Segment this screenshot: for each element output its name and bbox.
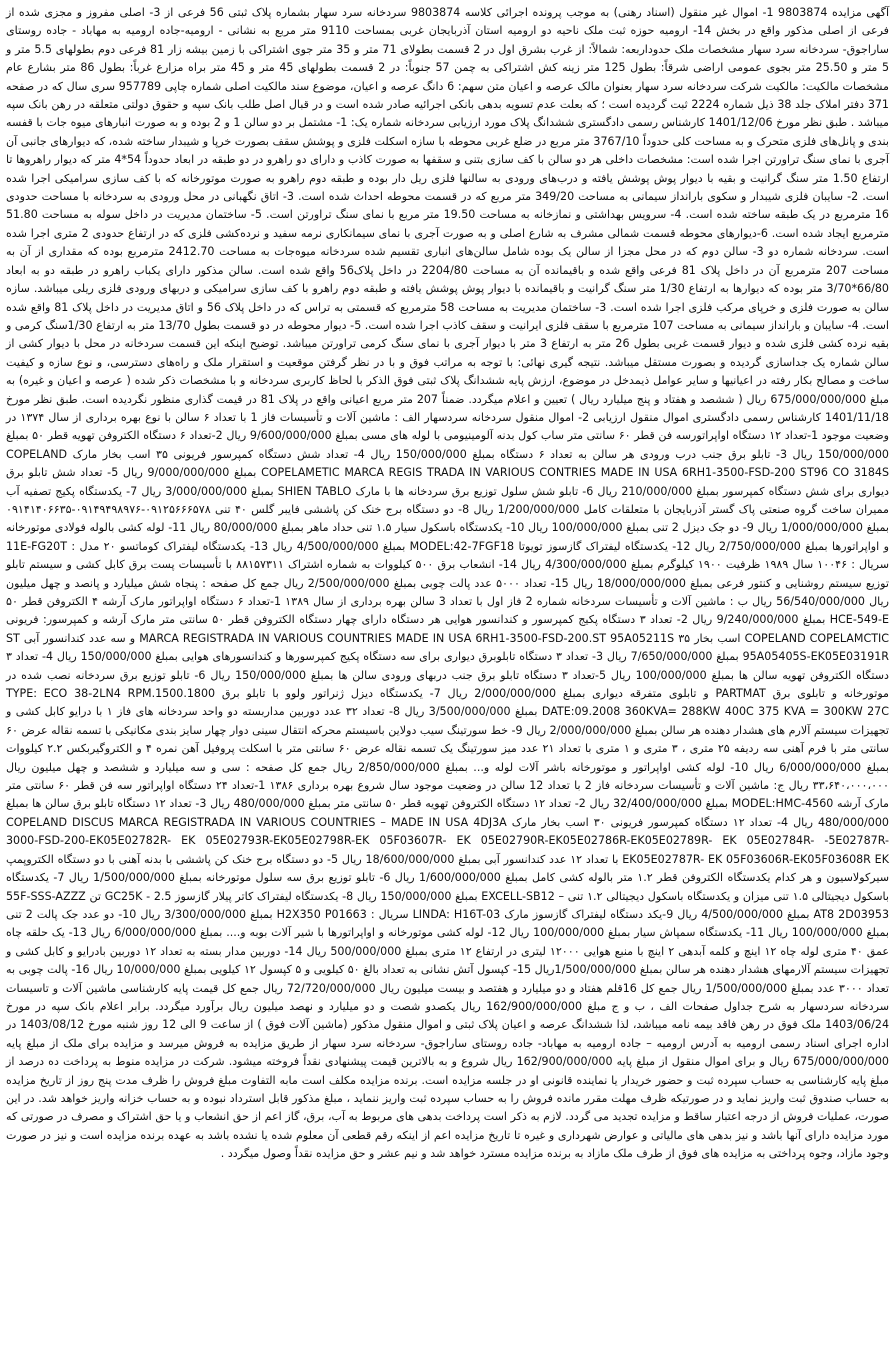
auction-notice-text: آگهی مزایده 9803874 1- اموال غیر منقول (اسناد رهنی) به موجب پرونده اجرائی کلاسه 9803874 سردخانه سرد سهار بشماره پلاک ثبتی 56 فرعی از 3- اصلی مفروز و مجزی شده از فرعی از اصلی مذکور واقع در بخش 14- ارومیه حوزه ثبت ملک ناحیه دو ارومیه استان آذربایجان غربی بمساحت 9110 متر مربع به نشانی - ارومیه-جاده ارومیه به مهاباد - جاده روستای ساراجوق- سردخانه سرد سهار مشخصات ملک حدوداربعه: شمالاً: از غرب بشرق اول در 2 قسمت بطولای 71 متر و 35 متر جوی اشتراکی با زمین بیشه زار 81 فرعی دوم بطولهای 5.5 متر و 5 متر و 25.50 متر بجوی عمومی اراضی شرقاً: بطول 125 متر زینه کش اشتراکی به چمن 57 جنوباً: در 2 قسمت بطولهای 45 متر و 45 متر براه مزارع غرباً: بطول 86 متر بشارع عام مشخصات مالکیت: مالکیت شرکت سردخانه سرد سهار بعنوان مالک عرصه و اعیان متن سهم: 6 دانگ عرصه و اعیان، موضوع سند مالکیت اصلی شماره چاپی 957789 سری سال که در صفحه 371 دفتر املاک جلد 38 ذیل شماره 2224 ثبت گردیده است ؛ که بعلت عدم تسویه بدهی بانکی اجرائیه صادر شده است و در قبال اصل طلب بانک سپه و حقوق دولتی متعلقه در رهن بانک سپه میباشد . طبق نظر مورخ 1401/12/06 کارشناس رسمی دادگستری ششدانگ پلاک مورد ارزیابی سردخانه شماره یک: 1- مشتمل بر دو سالن 1 و 2 بوده و به صورت انبارهای میوه جات با قفسه بندی و پانل‌های فلزی متحرک و به مساحت کلی حدوداً 3767/10 متر مربع در ضلع غربی محوطه با سازه اسکلت فلزی و پوشش سقف بصورت خرپا و شیبدار ساخته شده، که دیوارهای جانبی آن آجری با نمای سنگ تراورتن اجرا شده است: مشخصات داخلی هر دو سالن با کف سازی بتنی و سقفها به صورت کاذب و دارای دو راهرو در دو طبقه در ابعاد حدوداً 54*4 متر که دیوار راهروها تا ارتفاع 1.50 متر سنگ گرانیت و بقیه با دیوار پوش پوشش یافته و درب‌های ورودی به سالنها فلزی ریل دار بوده و طبقه دوم راهرو به صورت موتورخانه که با کف سازی سرامیکی اجرا شده است. 2- سایبان فلزی شیبدار و سکوی بارانداز سیمانی به مساحت 349/20 متر مربع که در قسمت محوطه احداث شده است. 3- اتاق نگهبانی در محل ورودی به سردخانه با مساحت حدودی 16 مترمربع در یک طبقه ساخته شده است. 4- سرویس بهداشتی و نمازخانه به مساحت 19.50 متر مربع با نمای سنگ تراورتن است. 5- ساختمان مدیریت در داخل سوله به مساحت 51.80 مترمربع ایجاد شده است. 6-دیوارهای محوطه قسمت شمالی مشرف به شارع اصلی و به صورت آجری با نمای سیمانکاری نرمه سفید و نرده‌کشی فلزی که در ارتفاع حدودی 2 متری اجرا شده است. سردخانه شماره دو 3- سالن دوم که در محل مجزا از سالن یک بوده شامل سالن‌های انباری تقسیم شده سردخانه میوه‌جات به مساحت 2412.70 مترمربع بوده که مقداری از آن به مساحت 207 مترمربع آن در داخل پلاک 81 فرعی واقع شده و باقیمانده آن به مساحت 2204/80 در داخل پلاک56 واقع شده است. سالن مذکور دارای یکباب راهرو در طبقه دو به ابعاد 66/80*3/70 متر بوده که دیوارها به ارتفاع 1/30 متر سنگ گرانیت و باقیمانده با دیوار پوش پوشش یافته و طبقه دوم راهرو با کف سازی سرامیکی و دربهای ورودی فلزی ریلی میباشد. سازه سالن به صورت فلزی و خرپای مرکب فلزی اجرا شده است. 3- ساختمان مدیریت به مساحت 58 مترمربع که قسمتی به تراس که در داخل پلاک 56 و اتاق مدیریت در داخل پلاک 81 واقع شده است. 4- سایبان و بارانداز سیمانی به مساحت 107 مترمربع با سقف فلزی ایرانیت و سقف کاذب اجرا شده است. 5- دیوار محوطه در دو قسمت بطول 13/70 متر به ارتفاع 1/30سنگ کرمی و بقیه نرده کشی فلزی شده و دیوار قسمت غربی بطول 26 متر به ارتفاع 3 متر با دیوار آجری با نمای سنگ کرمی تراورتن میباشد. توضیح اینکه این قسمت سردخانه در محل با دیوار کشی از سالن شماره یک جداسازی گردیده و بصورت مستقل میباشد. نتیجه گیری نهائی: با توجه به مراتب فوق و با در نظر گرفتن موقعیت و استقرار ملک و راه‌های دسترسی، و نوع سازه و کیفیت ساخت و مصالح بکار رفته در اعیانیها و سایر عوامل ذیمدخل در موضوع، ارزش پایه ششدانگ پلاک ثبتی فوق الذکر با لحاظ کاربری سردخانه و با مشخصات ذکر شده ( عرصه و اعیان و غیره) به مبلغ 675/000/000/000 ریال ( ششصد و هفتاد و پنج میلیارد ریال ) تعیین و اعلام میگردد. ضمناً 207 متر مربع اعیانی واقع در پلاک 81 در قیمت گذاری منظور نگردیده است. طبق نظر مورخ 1401/11/18 کارشناس رسمی دادگستری اموال منقول ارزیابی 2- اموال منقول سردخانه سردسهار الف : ماشین آلات و تأسیسات فاز 1 با تعداد ۶ سالن با نوع بهره برداری از سال ۱۳۷۴ در وضعیت موجود 1-تعداد ۱۲ دستگاه اواپراتورسه فن قطر ۶۰ سانتی متر ساب کول بدنه آلومینیومی با لوله های مسی بمبلغ 9/600/000/000 ریال 2-تعداد ۶ دستگاه الکتروفن تهویه قطر ۵۰ بمبلغ 150/000/000 ریال 3- تابلو برق جنب درب ورودی هر سالن به تعداد ۶ دستگاه بمبلغ 150/000/000 ریال 4- تعداد شش دستگاه کمپرسور فریونی ۳۵ اسب بخار مارک COPELAND COPELAMETIC MARCA REGIS TRADA IN VARIOUS CONTRIES MADE IN USA 6RH1-3500-FSD-200 ST96 CO 3184S بمبلغ 9/000/000/000 ریال 5- تعداد شش تابلو برق دیواری برای شش دستگاه کمپرسور بمبلغ 210/000/000 ریال 6- تابلو شش سلول توزیع برق سردخانه ها با مارک SHIEN TABLO بمبلغ 3/000/000/000 ریال 7- یکدستگاه پکیج تصفیه آب ممیران ساخت گروه صنعتی پاک گستر آذربایجان با متعلقات کامل 1/200/000/000 ریال 8- دو دستگاه برج خنک کن پاششی فایبر گلس ۴۰ تنی ۰۹۱۲۵۶۶۶۵۷۸-۰۹۱۴۹۴۹۸۹۷۶-۰۹۱۴۱۴۰۶۶۳۵ بمبلغ 1/000/000/000 ریال 9- دو جک دیزل 2 تنی بمبلغ 100/000/000 ریال 10- یکدستگاه باسکول سیار ۱.۵ تنی حداد ماهر بمبلغ 80/000/000 ریال 11- لوله کشی بالوله فولادی موتورخانه و اواپراتورها بمبلغ 2/750/000/000 ریال 12- یکدستگاه لیفتراک گازسوز تویوتا MODEL:42-7FGF18 بمبلغ 4/500/000/000 ریال 13- یکدستگاه لیفتراک کوماتسو ۲۰ مدل : 11E-FG20T سریال : ۱۰۰۴۶ سال ۱۹۸۹ ظرفیت ۱۹۰۰ کیلوگرم بمبلغ 4/300/000/000 ریال 14- انشعاب برق ۵۰۰ کیلووات به شماره اشتراک ۸۸۱۵۷۳۱۱ با تأسیسات پست برق کابل کشی و سیستم تابلو توزیع سیستم روشنایی و کنتور فرعی بمبلغ 18/000/000/000 ریال 15- تعداد ۵۰۰۰ عدد پالت چوبی بمبلغ 2/500/000/000 ریال جمع کل صفحه : پنجاه شش میلیارد و پانصد و چهل میلیون ریال 56/540/000/000 ریال ب : ماشین آلات و تأسیسات سردخانه شماره 2 فاز اول با تعداد 3 سالن بهره برداری از سال ۱۳۸۹ 1-تعداد ۶ دستگاه اواپراتور مارک آرشه ۴ الکتروفن قطر ۵۰ HCE-549-E بمبلغ 9/240/000/000 ریال 2- تعداد ۳ دستگاه پکیج کمپرسور و کندانسور هوایی هر دستگاه دارای چهار دستگاه الکتروفن قطر ۵۰ سانتی متر مارک آرشه و کمپرسور: فریونی COPELAND COPELAMCTIC اسب بخار ۳۵ MARCA REGISTRADA IN VARIOUS COUNTRIES MADE IN USA 6RH1-3500-FSD-200.ST 95A05211S و سه عدد کندانسور آبی ST 95A05405S-EK05E03191R بمبلغ 7/650/000/000 ریال 3- تعداد ۳ دستگاه تابلوبرق دیواری برای سه دستگاه پکیج کمپرسورها و کندانسورهای هوایی بمبلغ 150/000/000 ریال 4- تعداد ۳ دستگاه الکتروفن تهویه سالن ها بمبلغ 100/000/000 ریال 5-تعداد ۳ دستگاه تابلو برق جنب دربهای ورودی سالن ها بمبلغ 150/000/000 ریال 6- تابلو توزیع برق سردخانه نصب شده در موتورخانه و تابلوی برق PARTMAT و تابلوی متفرقه دیواری بمبلغ 2/000/000/000 ریال 7- یکدستگاه دیزل ژنراتور ولوو با تابلو برق TYPE: ECO 38-2LN4 RPM.1500.1800 DATE:09.2008 360KVA= 288KW 400C 375 KVA = 300KW 27C بمبلغ 3/500/000/000 ریال 8- تعداد ۳۲ عدد دوربین مداربسته دو واحد سردخانه های فاز ۱ با درایو کابل کشی و تجهیزات سیستم آلارم های هشدار دهنده هر سالن بمبلغ 2/000/000/000 ریال 9- خط سورتینگ سیب دولاین باسیستم محرکه انتقال سینی دوار چهار سایز بندی مکانیکی با تسمه نقاله عرض ۶۰ سانتی متر با فرم آهنی سه ردیفه ۲۵ متری ، ۳ متری و ۱ متری با تعداد ۲۱ عدد میز سورتینگ یک تسمه نقاله عرض ۶۰ سانتی متر با اسکلت پروفیل آهن نمره ۴ و الکتروگیربکس ۲.۲ کیلووات بمبلغ 6/000/000/000 ریال 10- لوله کشی اواپراتور و موتورخانه باشر آلات لوله و... بمبلغ 2/850/000/000 ریال جمع کل صفحه : سی و سه میلیارد و ششصد و چهل میلیون ریال ۳۳،۶۴۰،۰۰۰،۰۰۰ ریال ج: ماشین آلات و تأسیسات سردخانه فاز 2 با تعداد 12 سالن در وضعیت موجود سال شروع بهره برداری ۱۳۸۶ 1-تعداد ۲۴ دستگاه اواپراتور سه فن قطر ۶۰ سانتی متر مارک آرشه MODEL:HMC-4560 بمبلغ 32/400/000/000 ریال 2- تعداد ۱۲ دستگاه الکتروفن تهویه قطر ۵۰ سانتی متر بمبلغ 480/000/000 ریال 3- تعداد ۱۲ دستگاه تابلو برق سالن ها بمبلغ 480/000/000 ریال 4- تعداد ۱۲ دستگاه کمپرسور فریونی ۳۰ اسب بخار مارک COPELAND DISCUS MARCA REGISTRADA IN VARIOUS COUNTRIES – MADE IN USA 4DJ3A 3000-FSD-200-EK05E02782R- EK 05E02793R-EK05E02798R-EK 05F03607R- EK 05E02790R-EK05E02786R-EK05E02789R- EK 05E02784R- -5E02787R-EK05E02787R- EK 05F03606R-EK05F03608R EK با تعداد ۱۲ عدد کندانسور آبی بمبلغ 18/600/000/000 ریال 5- دو دستگاه برج خنک کن پاششی با بدنه آهنی با دو دستگاه الکتروپمپ سیرکولاسیون و هر کدام یکدستگاه الکتروفن قطر ۱.۲ متر بالوله کشی کامل بمبلغ 1/600/000/000 ریال 6- تابلو توزیع برق سه سلول موتورخانه بمبلغ 1/500/000/000 ریال 7- یکدستگاه باسکول دیجیتالی ۱.۵ تنی میزان و یکدستگاه باسکول دیجیتالی ۱.۲ تنی – EXCELL-SB12 بمبلغ 150/000/000 ریال 8- یکدستگاه لیفتراک کاتر پیلار گازسوز 2.5 - GC25K تن 55F-SSS-AZZZ AT8 2D03953 بمبلغ 4/500/000/000 ریال 9-یکد دستگاه لیفتراک گازسوز مارک LINDA: H16T-03 سریال : H2X350 P01663 بمبلغ 3/300/000/000 ریال 10- دو عدد جک پالت 2 تنی بمبلغ 100/000/000 ریال 11- یکدستگاه سمپاش سیار بمبلغ 100/000/000 ریال 12- لوله کشی موتورخانه و اواپراتورها با شیر آلات بوبه و.... بمبلغ 6/000/000/000 ریال 13- یک حلقه چاه عمق ۴۰ متری لوله چاه ۱۲ اینچ و کلمه آبدهی ۲ اینچ با منبع هوایی ۱۲۰۰۰ لیتری در ارتفاع ۱۲ متری بمبلغ 500/000/000 ریال 14- دوربین مدار بسته به تعداد ۱۲ دوربین بادرایو و کابل کشی و تجهیزات سیستم آلارمهای هشدار دهنده هر سالن بمبلغ 1/500/000/000ریال 15- کپسول آتش نشانی به تعداد بالغ ۵۰ کیلویی و ۵ کپسول ۱۲ کیلویی بمبلغ 10/000/000 ریال 16- پالت چوبی به تعداد ۳۰۰۰ عدد بمبلغ 1/500/000/000 ریال جمع کل 16قلم هفتاد و دو میلیارد و هفتصد و بیست میلیون ریال 72/720/000/000 ریال جمع کل قیمت پایه کارشناسی ماشین آلات و تاسیسات سردخانه سردسهار به شرح جداول صفحات الف ، ب و ج مبلغ 162/900/000/000 ریال یکصدو شصت و دو میلیارد و نهصد میلیون ریال برآورد میگردد. برابر اعلام بانک سپه در مورخ 1403/06/24 ملک فوق در رهن فاقد بیمه نامه میباشد، لذا ششدانگ عرصه و اعیان پلاک ثبتی و اموال منقول مذکور (ماشین آلات فوق ) از ساعت 9 الی 12 روز شنبه مورخ 1403/08/12 در اداره اجرای اسناد رسمی ارومیه به آدرس ارومیه – جاده ارومیه به مهاباد- جاده روستای ساراجوق- سردخانه سرد سهار از طریق مزایده به فروش میرسد و مزایده برای ملک از مبلغ پایه 675/000/000/000 ریال و برای اموال منقول از مبلغ پایه 162/900/000/000 ریال شروع و به بالاترین قیمت پیشنهادی نقداً فروخته میشود. شرکت در مزایده منوط به پرداخت ده درصد از مبلغ پایه کارشناسی به حساب سپرده ثبت و حضور خریدار یا نماینده قانونی او در جلسه مزایده است. برنده مزایده مکلف است مابه التفاوت مبلغ فروش را ظرف مدت پنج روز از تاریخ مزایده به حساب صندوق ثبت واریز نماید و در صورتیکه ظرف مهلت مقرر مانده فروش را به حساب سپرده ثبت واریز ننماید ، مبلغ مذکور قابل استرداد نبوده و به حساب خزانه واریز خواهد شد. در این صورت، عملیات فروش از درجه اعتبار ساقط و مزایده تجدید می گردد. لازم به ذکر است پرداخت بدهی های مربوط به آب، برق، گاز اعم از حق انشعاب و یا حق اشتراک و مصرف در صورتی که مورد مزایده دارای آنها باشد و نیز بدهی های مالیاتی و عوارض شهرداری و غیره تا تاریخ مزایده اعم از اینکه رقم قطعی آن معلوم شده یا نشده باشد به عهده برنده مزایده است و نیز در صورت وجود مازاد، وجوه پرداختی به مزایده های فوق از طرف ملک مازاد به برنده مزایده مسترد خواهد شد و نیم عشر و حق مزایده نقداً وصول میگردد . [6,6,890,1161]
